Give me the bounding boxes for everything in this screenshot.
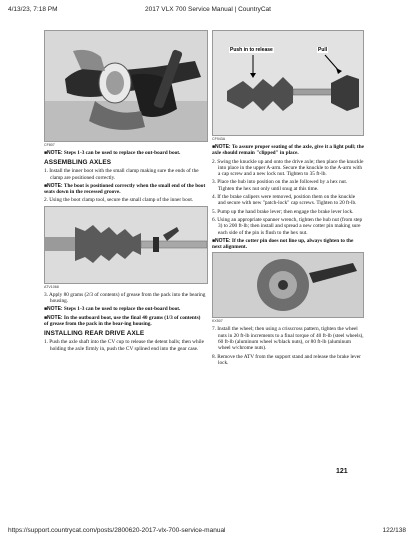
install-step-1: 1. Push the axle shaft into the CV cup to release the detent balls; then while holding the axle firmly in, push the CV splined end into the gear case. bbox=[44, 339, 204, 352]
callout-push-to-release: Push in to release bbox=[230, 47, 273, 53]
figure-code: KX507 bbox=[212, 319, 223, 324]
browser-print-header bbox=[0, 0, 416, 18]
figure-code: CF807 bbox=[44, 143, 55, 147]
heading-assembling-axles: ASSEMBLING AXLES bbox=[44, 159, 112, 167]
boot-clamp-illustration bbox=[45, 31, 207, 141]
step-3: 3. Apply 80 grams (2/3 of contents) of grease from the pack into the bearing housing. bbox=[44, 291, 206, 305]
wheel-hub-illustration bbox=[213, 253, 363, 317]
install-step-8: 8. Remove the ATV from the support stand and release the brake lever lock. bbox=[212, 353, 361, 366]
callout-pull: Pull bbox=[318, 47, 328, 53]
heading-installing-rear-drive-axle: INSTALLING REAR DRIVE AXLE bbox=[44, 330, 145, 338]
wheel-hub-photo bbox=[212, 252, 364, 318]
install-step-2: 2. Swing the knuckle up and onto the drive axle; then place the knuckle into place in the upper A-arm. Secure the knuckle to the A-arm with a cap screw and a new lock nut. Tighten to 35 ft-lb. bbox=[212, 158, 364, 178]
install-step-5: 5. Pump up the hand brake lever; then engage the brake lever lock. bbox=[212, 208, 354, 215]
install-step-7: 7. Install the wheel; then using a crisscross pattern, tighten the wheel nuts in 20 ft-lb increments to a final torque of 40 ft-lb (steel wheels), 60 ft-lb (aluminum wheel w/black nuts), or 80 ft-lb (aluminum wheel w/chrome nuts). bbox=[212, 326, 364, 352]
install-step-3: 3. Place the hub into position on the axle followed by a hex nut. Tighten the hex nut only until snug at this time. bbox=[212, 179, 348, 192]
axle-boot-photo bbox=[44, 206, 208, 284]
note-axle-seating: ■NOTE: To assure proper seating of the axle, give it a light pull; the axle should remain "clipped" in place. bbox=[212, 144, 364, 157]
manual-page-number: 121 bbox=[336, 468, 348, 475]
print-page-title: 2017 VLX 700 Service Manual | CountryCat bbox=[145, 6, 271, 13]
axle-boot-illustration bbox=[45, 207, 207, 283]
note-outboard-boot-repeat: ■NOTE: Steps 1-3 can be used to replace the out-board boot. bbox=[44, 306, 181, 313]
print-url: https://support.countrycat.com/posts/2800620-2017-vlx-700-service-manual bbox=[8, 527, 226, 534]
step-2: 2. Using the boot clamp tool, secure the small clamp of the inner boot. bbox=[44, 197, 194, 204]
note-outboard-boot: ■NOTE: Steps 1-3 can be used to replace the out-board boot. bbox=[44, 150, 181, 156]
print-datetime: 4/13/23, 7:18 PM bbox=[8, 6, 58, 13]
step-1: 1. Install the inner boot with the small clamp making sure the ends of the clamp are positioned correctly. bbox=[44, 168, 199, 181]
boot-clamp-photo bbox=[44, 30, 208, 142]
figure-code: CF943A bbox=[212, 137, 226, 141]
install-step-6: 6. Using an appropriate spanner wrench, tighten the hub nut (from step 3) to 200 ft-lb; then install and spread a new cotter pin making sure each side of the pin is flush to the hex nut. bbox=[212, 216, 363, 236]
right-column bbox=[212, 30, 364, 368]
figure-code: ATV1068 bbox=[44, 284, 59, 289]
note-grease-amount: ■NOTE: In the outboard boot, use the final 40 grams (1/3 of contents) of grease from the pack in the bear-ing housing. bbox=[44, 314, 201, 327]
left-column bbox=[44, 30, 206, 354]
print-page-count: 122/138 bbox=[382, 527, 406, 534]
note-cotter-pin: ■NOTE: If the cotter pin does not line up, always tighten to the next alignment. bbox=[212, 237, 354, 251]
note-boot-position: ■NOTE: The boot is positioned correctly when the small end of the boot seats down in the recessed groove. bbox=[44, 182, 206, 196]
axle-release-photo bbox=[212, 30, 364, 136]
install-step-4: 4. If the brake calipers were removed, position them on the knuckle and secure with new "patch-lock" cap screws. Tighten to 20 ft-lb. bbox=[212, 194, 357, 207]
browser-print-footer bbox=[0, 522, 416, 538]
